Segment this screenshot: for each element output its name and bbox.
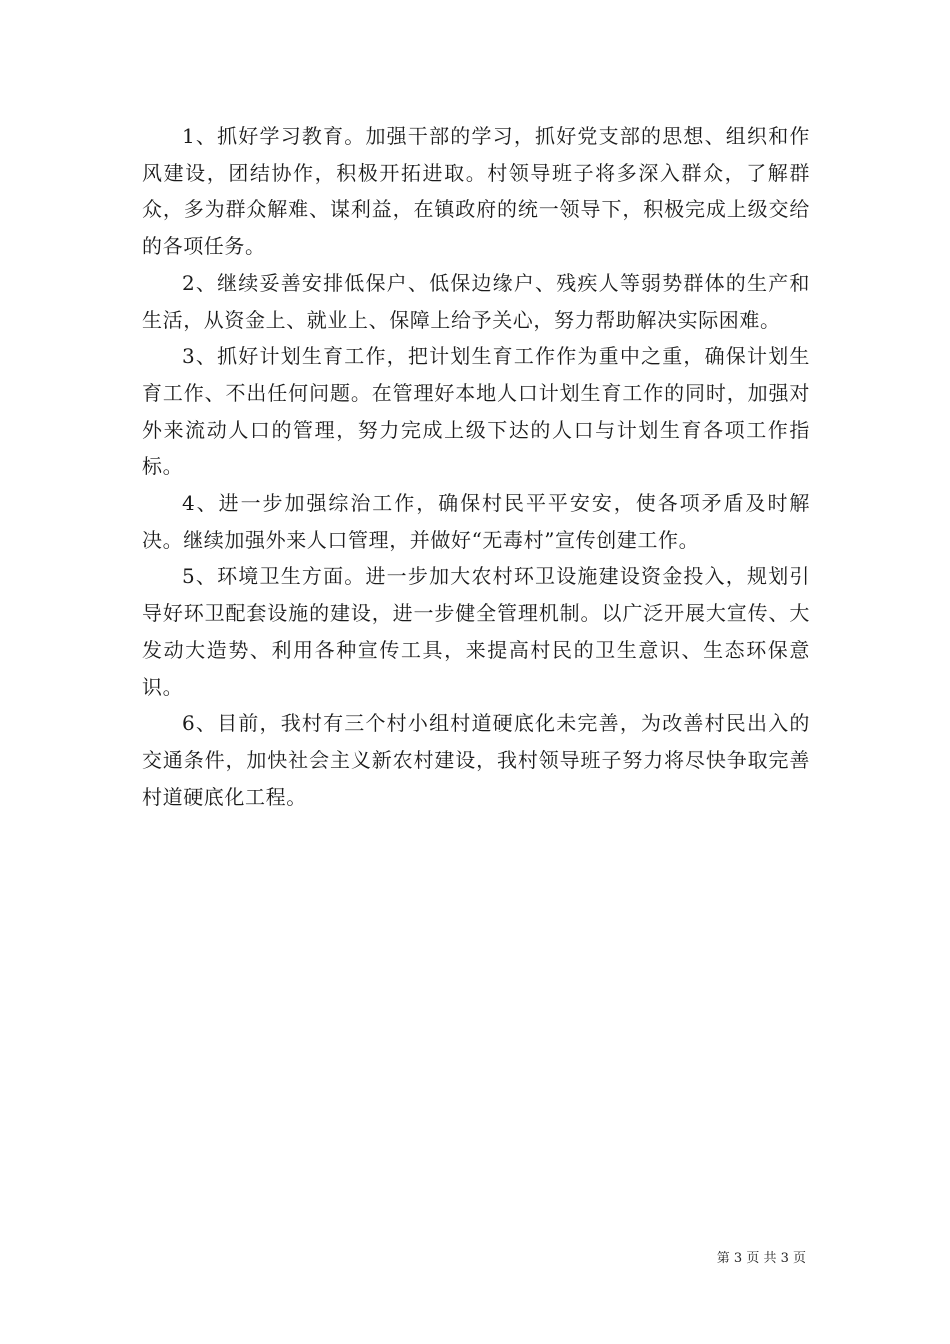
page-number-footer: 第 3 页 共 3 页 [716,1251,806,1266]
document-body [142,118,810,815]
paragraph-3: 3、抓好计划生育工作，把计划生育工作作为重中之重，确保计划生育工作、不出任何问题。在管理好本地人口计划生育工作的同时，加强对外来流动人口的管理，努力完成上级下达的人口与计划生育各项工作指标。 [142,344,810,479]
paragraph-5: 5、环境卫生方面。进一步加大农村环卫设施建设资金投入，规划引导好环卫配套设施的建设，进一步健全管理机制。以广泛开展大宣传、大发动大造势、利用各种宣传工具，来提高村民的卫生意识、生态环保意识。 [142,564,810,699]
paragraph-6: 6、目前，我村有三个村小组村道硬底化未完善，为改善村民出入的交通条件，加快社会主义新农村建设，我村领导班子努力将尽快争取完善村道硬底化工程。 [142,711,810,809]
paragraph-1: 1、抓好学习教育。加强干部的学习，抓好党支部的思想、组织和作风建设，团结协作，积极开拓进取。村领导班子将多深入群众，了解群众，多为群众解难、谋利益，在镇政府的统一领导下，积极完成上级交给的各项任务。 [142,124,810,259]
paragraph-2: 2、继续妥善安排低保户、低保边缘户、残疾人等弱势群体的生产和生活，从资金上、就业上、保障上给予关心，努力帮助解决实际困难。 [142,270,810,332]
paragraph-4: 4、进一步加强综治工作，确保村民平平安安，使各项矛盾及时解决。继续加强外来人口管理，并做好“无毒村”宣传创建工作。 [142,491,810,552]
